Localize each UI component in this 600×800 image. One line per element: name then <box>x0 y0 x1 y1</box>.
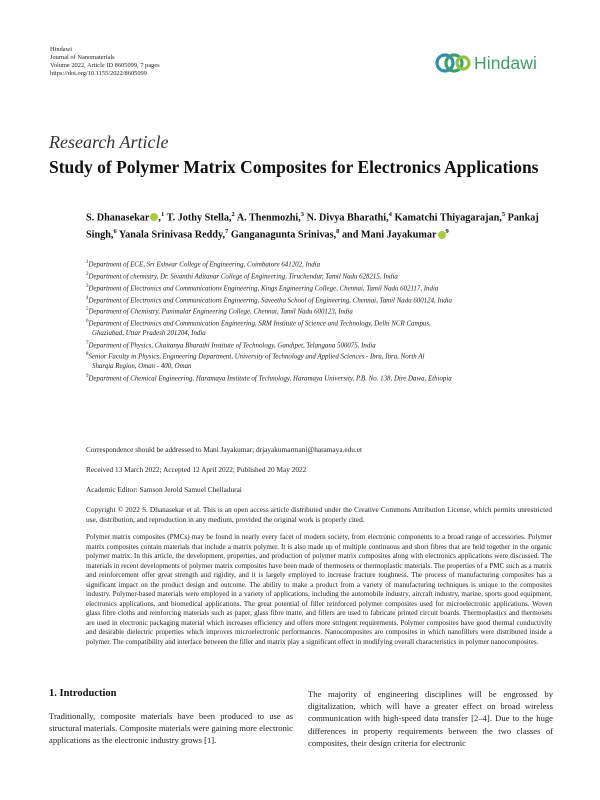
author-affiliation-number: 7 <box>225 228 229 236</box>
affiliation-text: Department of Chemistry, Panimalar Engineering College, Chennai, Tamil Nadu 600123, India <box>88 308 353 316</box>
affiliation-number: 1 <box>86 260 89 265</box>
journal-meta <box>50 46 160 78</box>
author-affiliation-number: 6 <box>113 228 117 236</box>
intro-left-column: Traditionally, composite materials have been produced to use as structural materials. Composite materials were gaining more electronic applications as the electronic industry grows [1]. <box>49 711 293 746</box>
orcid-icon[interactable] <box>438 231 446 239</box>
affiliation-text: Department of Electronics and Communications Engineering, Kings Engineering College, Chennai, Tamil Nadu 602117, India <box>88 284 439 292</box>
affiliation-number: 7 <box>86 340 89 346</box>
affiliation-item <box>86 350 566 362</box>
article-type: Research Article <box>49 132 169 152</box>
affiliation-text: Department of ECE, Sri Eshwar College of Engineering, Coimbatore 641202, India <box>88 261 321 269</box>
journal-name: Journal of Nanomaterials <box>50 54 115 61</box>
affiliation-number: 6 <box>86 319 89 325</box>
author-affiliation-number: 9 <box>445 228 449 236</box>
author-name: Yanala Srinivasa Reddy, <box>118 229 226 241</box>
author-name: A. Thenmozhi, <box>236 212 301 224</box>
affiliation-text: Department of Electronics and Communication Engineering, SRM Institute of Science and Technology, Delhi NCR Campus, <box>88 320 431 328</box>
affiliation-item <box>86 317 566 329</box>
author-list: S. Dhanasekar ,$^1$ T. Jothy Stella,$^2$ A. Thenmozhi,$^3$ N. Divya Bharathi,$^4$ Kamatchi Thiyagarajan,$^5$ Pankaj Singh,$^6$ Yanala Srinivasa Reddy,$^7$ Ganganagunta Srinivas,$^8$ and Mani Jayakumar $^9$ <box>86 211 539 241</box>
affiliation-item <box>86 339 566 351</box>
paper-title: Study of Polymer Matrix Composites for Electronics Applications <box>49 157 539 177</box>
volume-line: Volume 2022, Article ID 8605099, 7 pages <box>50 62 160 69</box>
affiliation-number: 8 <box>86 352 89 358</box>
author-affiliation-number: 5 <box>501 211 506 218</box>
affiliation-item <box>86 258 566 270</box>
affiliation-item <box>86 305 566 317</box>
affiliation-item <box>86 270 566 282</box>
affiliation-text: Department of Chemical Engineering, Haramaya Institute of Technology, Haramaya University, P.B. No. 138, Dire Dawa, Ethiopia <box>88 375 452 383</box>
author-affiliation-number: 3 <box>300 211 305 218</box>
author-affiliation-number: 2 <box>231 211 235 218</box>
correspondence-text: Correspondence should be addressed to Mani Jayakumar; drjayakumarmani@haramaya.edu.et <box>86 445 363 454</box>
affiliation-item <box>86 282 566 294</box>
affiliation-continuation: Sharqia Region, Oman - 400, Oman <box>92 363 192 371</box>
affiliation-number: 5 <box>86 307 89 313</box>
affiliation-text: Senior Faculty in Physics, Engineering Department, University of Technology and Applied Sciences - Ibra, Ibra, North Al <box>88 353 425 361</box>
doi-link[interactable]: https://doi.org/10.1155/2022/8605099 <box>50 70 147 77</box>
copyright-notice: Copyright © 2022 S. Dhanasekar et al. This is an open access article distributed under the Creative Commons Attribution License, which permits unrestricted use, distribution, and reproduction in any medium, provided the original work is properly cited. <box>86 505 552 525</box>
author-name: Pankaj Singh, <box>86 212 539 241</box>
affiliation-text: Department of Physics, Chaitanya Bharathi Institute of Technology, Gandipet, Telangana 500075, India <box>88 341 376 349</box>
author-name: Kamatchi Thiyagarajan, <box>394 212 502 224</box>
affiliation-number: 9 <box>86 373 89 379</box>
academic-editor: Academic Editor: Samson Jerold Samuel Chelladurai <box>86 485 242 494</box>
publisher-name: Hindawi <box>50 46 73 53</box>
hindawi-logo <box>434 46 554 80</box>
affiliation-text: Department of Electronics and Communications Engineering, Saveetha School of Engineering, Chennai, Tamil Nadu 600124, India <box>88 296 453 304</box>
author-affiliation-number: 1 <box>160 211 165 218</box>
affiliation-number: 4 <box>86 295 89 301</box>
orcid-icon[interactable] <box>150 213 158 221</box>
affiliation-continuation: Ghaziabad, Uttar Pradesh 201204, India <box>92 330 206 338</box>
hindawi-logo-icon <box>434 46 472 80</box>
author-affiliation-number: 4 <box>388 211 392 218</box>
affiliation-text: Department of chemistry, Dr. Sivanthi Aditanar College of Engineering, Tiruchendur, Tamil Nadu 628215, India <box>88 273 398 281</box>
intro-right-column: The majority of engineering disciplines will be engrossed by digitalization, which will have a greater effect on broad wireless communication with high-speed data transfer [2–4]. Due to the huge differences in property requirements between the two classes of composites, their design criteria for electronic <box>308 689 553 748</box>
affiliation-number: 3 <box>86 283 89 289</box>
author-name: N. Divya Bharathi, <box>306 212 389 224</box>
affiliation-item <box>86 294 566 306</box>
author-affiliation-number: 8 <box>336 228 340 236</box>
affiliation-list <box>86 258 566 384</box>
publication-dates: Received 13 March 2022; Accepted 12 April 2022; Published 20 May 2022 <box>86 465 307 474</box>
abstract-text: Polymer matrix composites (PMCs) may be found in nearly every facet of modern society, from electronic components to a broad range of accessories. Polymer matrix composites contain materials that include a matrix polymer. It is also made up of multiple continuous and short fibres that are held together in the organic polymer matrix. In this article, the development, properties, and production of polymer matrix composites along with electronics applications were discussed. The materials in recent developments of polymer matrix composites have been made of thermosets or thermoplastic materials. The properties of a PMC such as a matrix and reinforcement offer great strength and rigidity, and it is largely employed to increase fracture toughness. The process of manufacturing composites has a significant impact on the product design and outcome. The ability to make a product from a variety of manufacturing techniques is unique to the composites industry. Polymer-based materials were employed in a variety of applications, including the automobile industry, aircraft industry, marine, sports good equipment, electronics applications, and biomedical applications. The great potential of filler reinforced polymer composites used for microelectronic applications. Woven glass fibre cloths and reinforcing materials such as paper, glass fibre matte, and fillers are used to fabricate printed circuit boards. Thermoplastics and thermosets are used in electronic packaging material which increases efficiency and offers more stringent requirements. Polymer composites have good thermal conductivity and desirable dielectric properties which improves microelectronic performances. Nanocomposites are composites in which nanofillers were distributed inside a polymer. The compatibility and interface between the filler and matrix play a significant effect in modifying overall characteristics in polymer nanocomposites. <box>86 533 552 647</box>
affiliation-number: 2 <box>86 271 89 277</box>
introduction-heading: 1. Introduction <box>49 688 117 699</box>
author-name: T. Jothy Stella, <box>166 212 232 224</box>
correspondence-note <box>86 445 362 454</box>
author-name: S. Dhanasekar <box>86 212 150 224</box>
hindawi-logo-text: Hindawi <box>474 52 537 73</box>
author-name: and Mani Jayakumar <box>341 229 437 241</box>
author-name: Ganganagunta Srinivas, <box>230 229 337 241</box>
affiliation-item <box>86 372 566 384</box>
